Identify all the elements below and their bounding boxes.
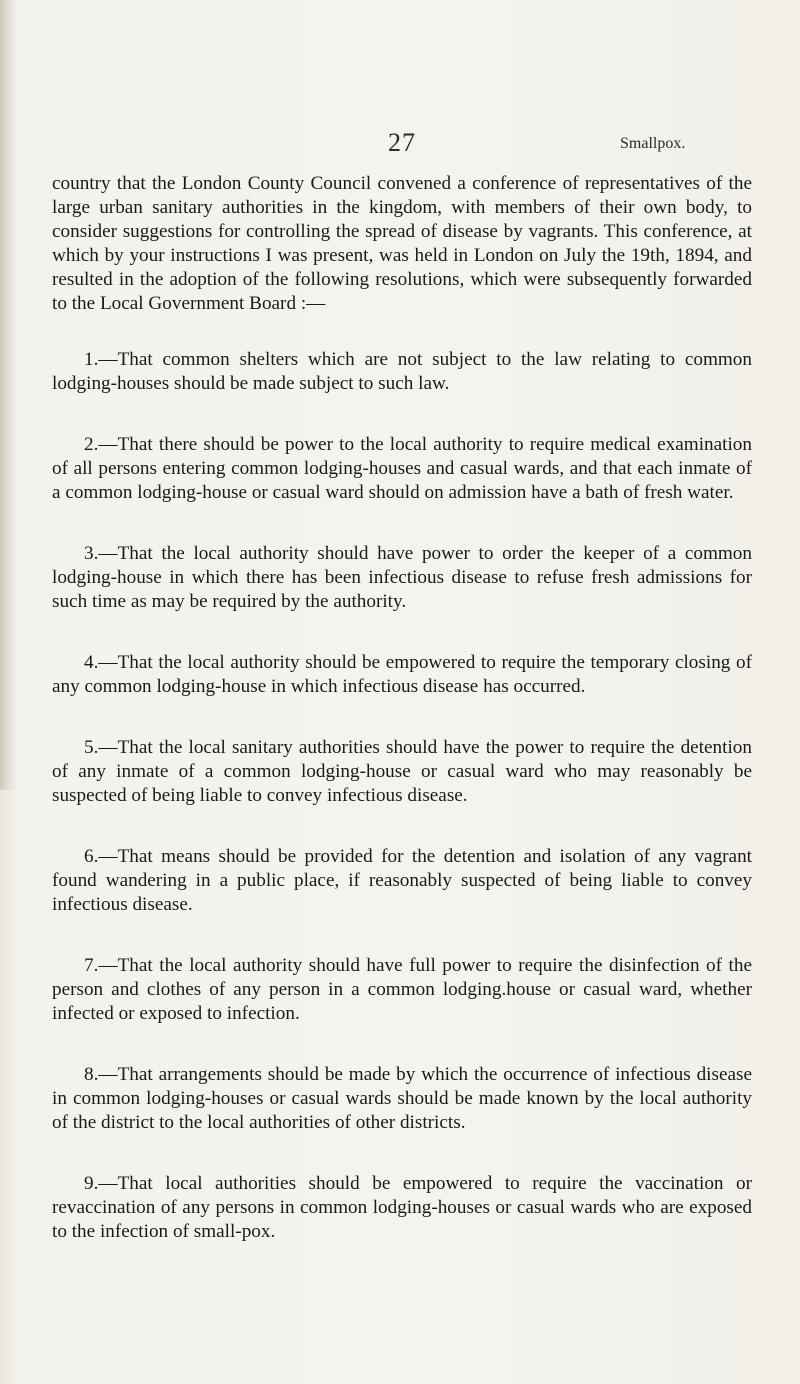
resolution-1: 1.—That common shelters which are not subject to the law relating to common lodging-houses should be made subject to such law. bbox=[52, 349, 752, 394]
resolution-8: 8.—That arrangements should be made by which the occurrence of infectious disease in common lodging-houses or casual wards should be made known by the local authority of the district to the local authorities of other districts. bbox=[52, 1064, 752, 1133]
resolution-6: 6.—That means should be provided for the detention and isolation of any vagrant found wandering in a public place, if reasonably suspected of being liable to convey infectious disease. bbox=[52, 846, 752, 915]
resolution-9: 9.—That local authorities should be empowered to require the vaccination or revaccination of any persons in common lodging-houses or casual wards who are exposed to the infection of small-pox. bbox=[52, 1173, 752, 1242]
binding-shadow bbox=[0, 0, 16, 790]
resolution-7: 7.—That the local authority should have full power to require the disinfection of the person and clothes of any person in a common lodging.house or casual ward, whether infected or exposed to infection. bbox=[52, 955, 752, 1024]
resolution-5: 5.—That the local sanitary authorities should have the power to require the detention of any inmate of a common lodging-house or casual ward who may reasonably be suspected of being liable to convey infectious disease. bbox=[52, 737, 752, 806]
body-text bbox=[52, 172, 752, 1281]
intro-paragraph: country that the London County Council convened a conference of representatives of the large urban sanitary authorities in the kingdom, with members of their own body, to consider suggestions for controlling the spread of disease by vagrants. This conference, at which by your instructions I was present, was held in London on July the 19th, 1894, and resulted in the adoption of the following resolutions, which were subsequently forwarded to the Local Government Board :— bbox=[52, 173, 752, 314]
running-head: Smallpox. bbox=[620, 135, 686, 152]
page-header bbox=[0, 128, 800, 158]
resolution-4: 4.—That the local authority should be empowered to require the temporary closing of any common lodging-house in which infectious disease has occurred. bbox=[52, 652, 752, 697]
resolution-2: 2.—That there should be power to the local authority to require medical examination of all persons entering common lodging-houses and casual wards, and that each inmate of a common lodging-house or casual ward should on admission have a bath of fresh water. bbox=[52, 434, 752, 503]
page-number: 27 bbox=[388, 128, 416, 157]
resolution-3: 3.—That the local authority should have power to order the keeper of a common lodging-house in which there has been infectious disease to refuse fresh admissions for such time as may be required by the authority. bbox=[52, 543, 752, 612]
